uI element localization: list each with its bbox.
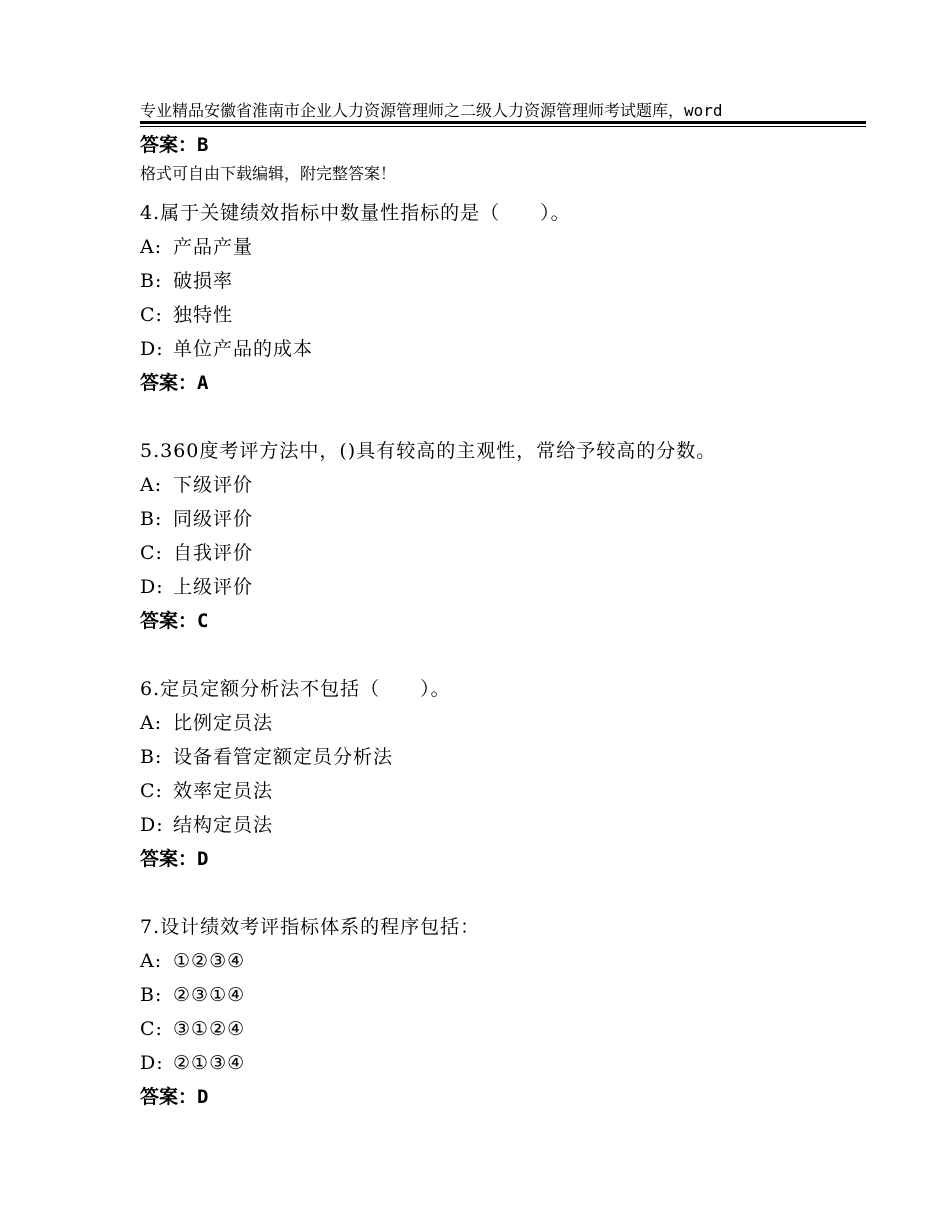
option-key: A: <box>140 950 163 972</box>
answer-line: 答案：B <box>140 134 209 156</box>
option-text: 设备看管定额定员分析法 <box>173 746 394 768</box>
option-key: A: <box>140 236 163 258</box>
option-text: 下级评价 <box>173 474 254 496</box>
answer-line: 答案：D <box>140 1086 209 1108</box>
option-key: B: <box>140 270 163 292</box>
option-line <box>140 230 866 264</box>
option-text: ②③①④ <box>173 984 246 1006</box>
option-line <box>140 1046 866 1080</box>
option-text: 自我评价 <box>173 542 254 564</box>
option-text: 独特性 <box>173 304 234 326</box>
spacer <box>140 638 866 672</box>
option-key: A: <box>140 712 163 734</box>
question-stem: 5.360度考评方法中，()具有较高的主观性，常给予较高的分数。 <box>140 440 717 462</box>
answer-line: 答案：C <box>140 610 209 632</box>
option-line <box>140 808 866 842</box>
option-text: 产品产量 <box>173 236 254 258</box>
question-block <box>140 910 866 1114</box>
option-key: A: <box>140 474 163 496</box>
option-text: 破损率 <box>173 270 234 292</box>
option-line <box>140 740 866 774</box>
option-line <box>140 978 866 1012</box>
option-text: 比例定员法 <box>173 712 274 734</box>
spacer <box>140 876 866 910</box>
option-line <box>140 1012 866 1046</box>
header-title-line-2: 格式可自由下载编辑，附完整答案！ <box>140 164 397 183</box>
header-divider-thick <box>140 121 866 124</box>
option-line <box>140 570 866 604</box>
option-text: ②①③④ <box>173 1052 246 1074</box>
option-line <box>140 298 866 332</box>
option-key: C: <box>140 542 163 564</box>
option-key: B: <box>140 984 163 1006</box>
spacer <box>140 162 866 196</box>
question-block <box>140 196 866 400</box>
option-key: D: <box>140 1052 164 1074</box>
option-key: D: <box>140 338 164 360</box>
option-text: 结构定员法 <box>173 814 274 836</box>
question-block <box>140 672 866 876</box>
option-line <box>140 944 866 978</box>
option-line <box>140 706 866 740</box>
option-key: C: <box>140 780 163 802</box>
option-text: 单位产品的成本 <box>173 338 314 360</box>
option-text: ①②③④ <box>173 950 246 972</box>
question-stem: 6.定员定额分析法不包括（ ）。 <box>140 678 451 700</box>
option-text: 同级评价 <box>173 508 254 530</box>
option-text: 效率定员法 <box>173 780 274 802</box>
option-line <box>140 468 866 502</box>
answer-line: 答案：D <box>140 848 209 870</box>
option-key: D: <box>140 814 164 836</box>
option-text: 上级评价 <box>173 576 254 598</box>
question-stem: 7.设计绩效考评指标体系的程序包括： <box>140 916 481 938</box>
question-block <box>140 434 866 638</box>
question-list <box>140 128 866 1114</box>
spacer <box>140 400 866 434</box>
option-key: C: <box>140 304 163 326</box>
header-divider-thin <box>140 126 866 127</box>
answer-line: 答案：A <box>140 372 209 394</box>
header-title-line-1: 专业精品安徽省淮南市企业人力资源管理师之二级人力资源管理师考试题库，word <box>140 101 723 120</box>
option-key: B: <box>140 508 163 530</box>
option-text: ③①②④ <box>173 1018 246 1040</box>
option-line <box>140 332 866 366</box>
option-key: B: <box>140 746 163 768</box>
option-line <box>140 264 866 298</box>
option-key: D: <box>140 576 164 598</box>
question-stem: 4.属于关键绩效指标中数量性指标的是（ ）。 <box>140 202 571 224</box>
option-key: C: <box>140 1018 163 1040</box>
option-line <box>140 774 866 808</box>
option-line <box>140 502 866 536</box>
option-line <box>140 536 866 570</box>
